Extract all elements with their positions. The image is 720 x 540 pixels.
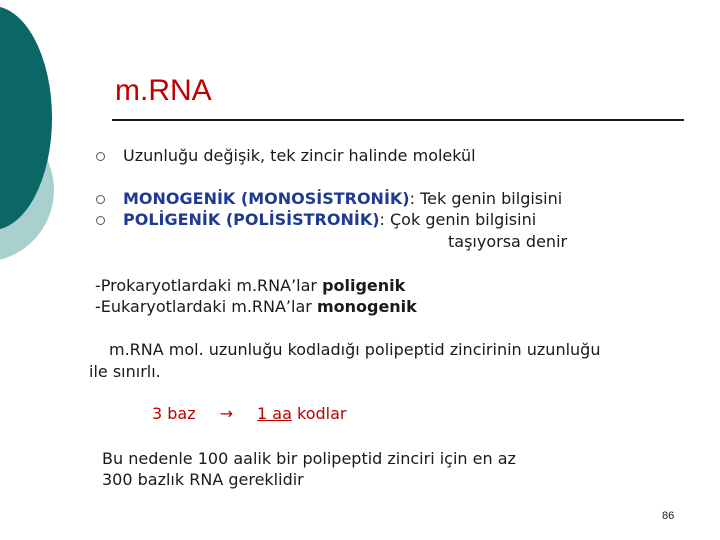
prokaryote-keyword: poligenik xyxy=(322,276,406,295)
length-statement-line1: m.RNA mol. uzunluğu kodladığı polipeptid zincirinin uzunluğu xyxy=(109,340,601,359)
monogenic-term: MONOGENİK (MONOSİSTRONİK) xyxy=(123,189,410,208)
arrow-icon: → xyxy=(219,404,234,423)
eukaryote-prefix: -Eukaryotlardaki m.RNA’lar xyxy=(95,297,317,316)
codon-relation xyxy=(152,404,346,424)
eukaryote-line xyxy=(95,297,417,317)
conclusion-line2: 300 bazlık RNA gereklidir xyxy=(102,470,304,489)
prokaryote-prefix: -Prokaryotlardaki m.RNA’lar xyxy=(95,276,323,295)
codon-left: 3 baz xyxy=(152,404,196,423)
bullet-marker xyxy=(96,152,105,161)
codon-right: 1 aa xyxy=(257,404,292,423)
codon-suffix: kodlar xyxy=(291,404,347,423)
polygenic-definition: : Çok genin bilgisini xyxy=(379,210,537,229)
prokaryote-line xyxy=(95,276,405,296)
decorative-circles xyxy=(0,0,80,290)
bullet-item-monogenic xyxy=(123,189,562,209)
polygenic-term: POLİGENİK (POLİSİSTRONİK) xyxy=(123,210,380,229)
length-statement-line2: ile sınırlı. xyxy=(89,362,161,381)
conclusion-line1: Bu nedenle 100 aalik bir polipeptid zinciri için en az xyxy=(102,449,516,468)
slide-title: m.RNA xyxy=(115,74,212,107)
page-number: 86 xyxy=(662,510,675,522)
bullet-item-polygenic xyxy=(123,210,536,230)
eukaryote-keyword: monogenik xyxy=(316,297,417,316)
monogenic-definition: : Tek genin bilgisini xyxy=(409,189,563,208)
bullet-item-length: Uzunluğu değişik, tek zincir halinde molekül xyxy=(123,146,476,165)
bullet-marker xyxy=(96,216,105,225)
bullet-marker xyxy=(96,195,105,204)
title-underline xyxy=(112,119,684,121)
bullet-continuation: taşıyorsa denir xyxy=(448,232,568,251)
